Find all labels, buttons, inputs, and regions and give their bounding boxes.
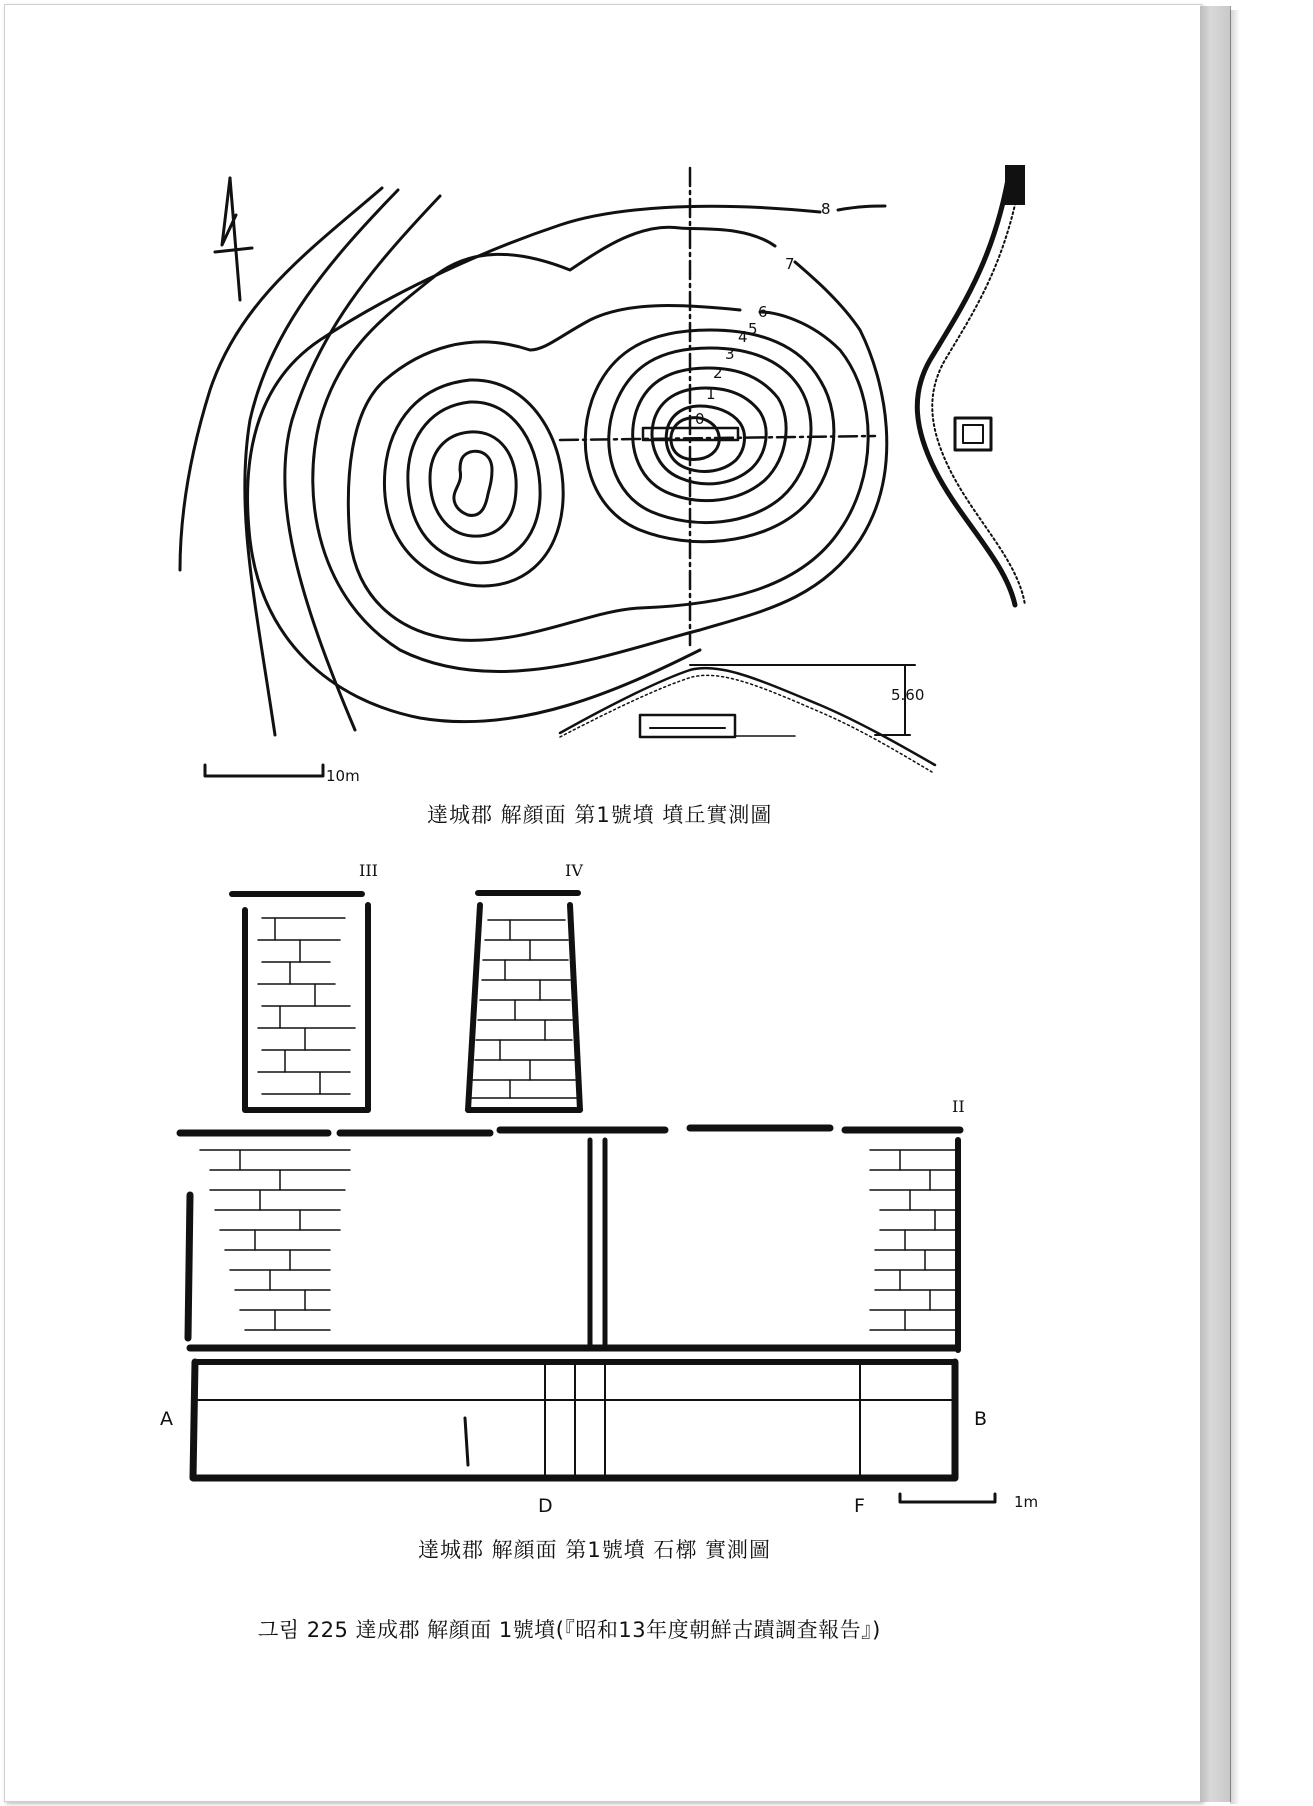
scale-label: 10m [326, 767, 360, 785]
scale-label: 1m [1014, 1493, 1039, 1511]
contour-label: 2 [713, 364, 723, 382]
contour-label: 5 [748, 320, 758, 338]
section-label: II [952, 1097, 965, 1116]
point-label-f: F [854, 1495, 865, 1517]
section-label: III [359, 861, 378, 880]
north-arrow-icon [215, 178, 252, 300]
chamber-plan-caption: 達城郡 解顔面 第1號墳 石槨 實測圖 [418, 1538, 772, 1562]
contour-label: 8 [821, 200, 831, 218]
contour-line-6 [348, 306, 868, 641]
contour-label: 1 [706, 385, 716, 403]
figure-caption: 그림 225 達成郡 解顔面 1號墳(『昭和13年度朝鮮古蹟調査報告』) [258, 1618, 881, 1642]
section-label: IV [565, 861, 583, 880]
point-label-d: D [538, 1495, 553, 1517]
stone-chamber-plan [180, 893, 995, 1502]
point-label-b: B [974, 1408, 988, 1430]
contour-label: 7 [785, 255, 795, 273]
contour-label: 4 [738, 328, 748, 346]
contour-line-8 [248, 206, 820, 721]
contour-label: 6 [758, 303, 768, 321]
point-label-a: A [160, 1408, 173, 1430]
contour-label: 0 [695, 410, 705, 428]
height-dimension-label: 5.60 [891, 686, 925, 704]
contour-label: 3 [725, 345, 735, 363]
mound-map-caption: 達城郡 解顔面 第1號墳 墳丘實測圖 [427, 803, 773, 827]
